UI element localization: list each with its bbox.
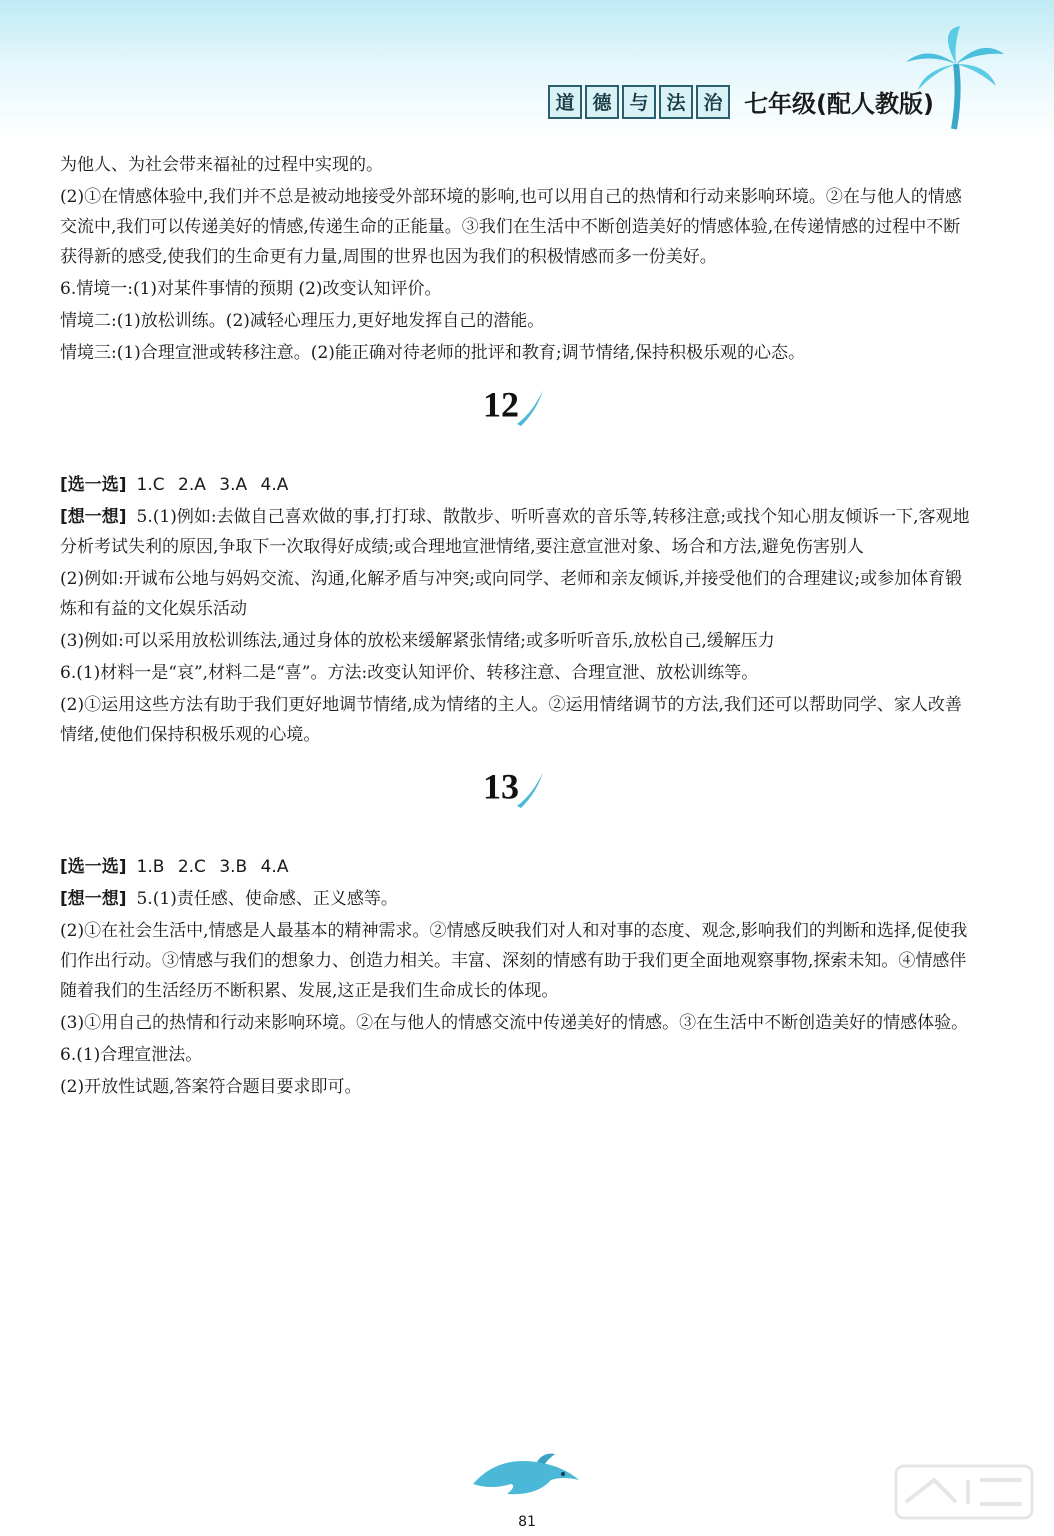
text-line: (2)开放性试题,答案符合题目要求即可。	[60, 1077, 362, 1097]
think-tag: [想一想]	[60, 507, 127, 527]
think-row	[60, 884, 970, 914]
answer-content	[60, 150, 970, 1104]
text-line: (3)例如:可以采用放松训练法,通过身体的放松来缓解紧张情绪;或多听听音乐,放松自己,缓解压力	[60, 631, 775, 651]
subject-char: 治	[696, 85, 730, 119]
think-row	[60, 502, 970, 562]
choose-answers: 1.B 2.C 3.B 4.A	[136, 857, 289, 877]
subject-char: 法	[659, 85, 693, 119]
text-line: (2)①在情感体验中,我们并不总是被动地接受外部环境的影响,也可以用自己的热情和行动来影响环境。②在与他人的情感交流中,我们可以传递美好的情感,传递生命的正能量。③我们在生活中不断创造美好的情感体验,在传递情感的过程中不断获得新的感受,使我们的生命更有力量,周围的世界也因为我们的积极情感而多一份美好。	[60, 187, 962, 267]
page-number: 81	[518, 1514, 536, 1530]
subject-char: 道	[548, 85, 582, 119]
choose-row	[60, 852, 970, 882]
text-line: 5.(1)例如:去做自己喜欢做的事,打打球、散散步、听听喜欢的音乐等,转移注意;或找个知心朋友倾诉一下,客观地分析考试失利的原因,争取下一次取得好成绩;或合理地宣泄情绪,要注意宣泄对象、场合和方法,避免伤害别人	[60, 507, 970, 557]
text-line: (3)①用自己的热情和行动来影响环境。②在与他人的情感交流中传递美好的情感。③在生活中不断创造美好的情感体验。	[60, 1013, 969, 1033]
subject-char: 德	[585, 85, 619, 119]
text-line: (2)①在社会生活中,情感是人最基本的精神需求。②情感反映我们对人和对事的态度、观念,影响我们的判断和选择,促使我们作出行动。③情感与我们的想象力、创造力相关。丰富、深刻的情感有助于我们更全面地观察事物,探索未知。④情感伴随着我们的生活经历不断积累、发展,这正是我们生命成长的体现。	[60, 921, 968, 1001]
choose-tag: [选一选]	[60, 475, 127, 495]
text-line: 情境三:(1)合理宣泄或转移注意。(2)能正确对待老师的批评和教育;调节情绪,保持积极乐观的心态。	[60, 343, 806, 363]
text-line: 5.(1)责任感、使命感、正义感等。	[136, 889, 398, 909]
text-line: 6.(1)材料一是“哀”,材料二是“喜”。方法:改变认知评价、转移注意、合理宣泄、放松训练等。	[60, 663, 759, 683]
choose-row	[60, 470, 970, 500]
swoosh-icon	[513, 770, 547, 810]
dolphin-icon	[467, 1450, 587, 1510]
subject-char: 与	[622, 85, 656, 119]
text-line: 情境二:(1)放松训练。(2)减轻心理压力,更好地发挥自己的潜能。	[60, 311, 545, 331]
text-line: 为他人、为社会带来福祉的过程中实现的。	[60, 155, 383, 175]
chapter-number: 12	[483, 384, 519, 425]
text-line: (2)①运用这些方法有助于我们更好地调节情绪,成为情绪的主人。②运用情绪调节的方法,我们还可以帮助同学、家人改善情绪,使他们保持积极乐观的心境。	[60, 695, 962, 745]
choose-answers: 1.C 2.A 3.A 4.A	[136, 475, 289, 495]
chapter-heading-13	[60, 766, 970, 810]
text-line: 6.情境一:(1)对某件事情的预期 (2)改变认知评价。	[60, 279, 442, 299]
page-header	[548, 84, 934, 119]
subject-title	[548, 85, 730, 119]
chapter-heading-12	[60, 384, 970, 428]
watermark-stamp-icon	[894, 1462, 1034, 1522]
choose-tag: [选一选]	[60, 857, 127, 877]
swoosh-icon	[513, 388, 547, 428]
grade-label: 七年级(配人教版)	[744, 90, 934, 118]
think-tag: [想一想]	[60, 889, 127, 909]
top-decorative-band	[0, 0, 1054, 140]
text-line: 6.(1)合理宣泄法。	[60, 1045, 203, 1065]
text-line: (2)例如:开诚布公地与妈妈交流、沟通,化解矛盾与冲突;或向同学、老师和亲友倾诉,并接受他们的合理建议;或参加体育锻炼和有益的文化娱乐活动	[60, 569, 963, 619]
chapter-number: 13	[483, 766, 519, 807]
